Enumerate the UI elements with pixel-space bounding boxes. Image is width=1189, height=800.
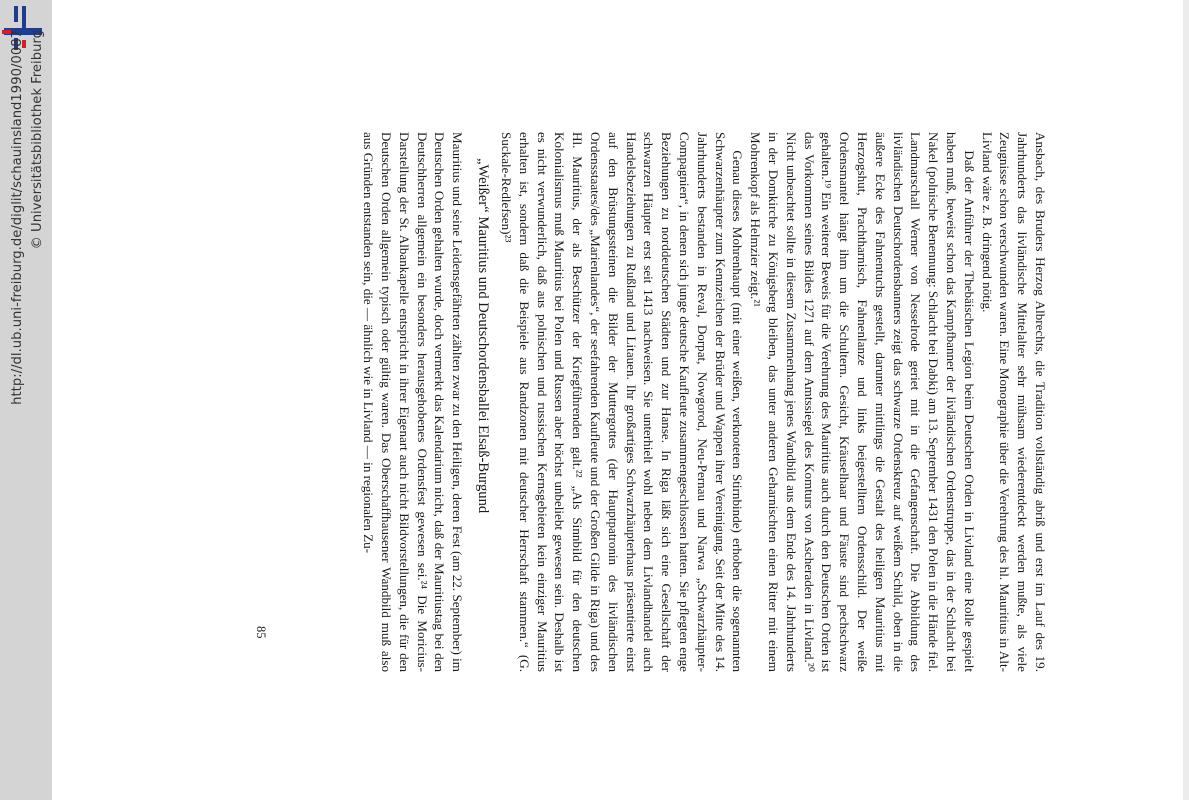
sidebar-caption — [8, 20, 54, 800]
page-number: 85 — [254, 626, 268, 639]
source-url-link[interactable]: http://dl.ub.uni-freiburg.de/diglit/schauinsland1990/0087 — [10, 30, 25, 405]
text-column — [360, 132, 1049, 672]
sidebar — [0, 0, 52, 800]
rotated-page-content — [309, 132, 1049, 672]
paragraph: Daß der Anführer der Thebäischen Legion beim Deutschen Orden in Livland eine Rolle gespielt haben muß, beweist schon das Kampfbanner der livländischen Ordenstruppe, das in der Schlacht bei Nakel (polnische Benennung: Schlacht bei Dabki) am 13. September 1431 den Polen in die Hände fiel. Landmarschall Werner von Nesselrode geriet mit in die Gefangenschaft. Die Abbildung des livländischen Deutschordensbanners zeigt das schwarze Ordenskreuz auf weißem Schild, oben in die äußere Ecke des Fahnentuchs gestellt, darunter mittlings die Gestalt des heiligen Mauritius mit Herzogshut, Prachtharnisch, Fahnenlanze und links beigestelltem Ordensschild. Der weiße Ordensmantel hängt ihm um die Schultern. Gesicht, Kräuselhaar und Fäuste sind pechschwarz gehalten.¹⁹ Ein weiterer Beweis für die Verehrung des Mauritius auch durch den Deutschen Orden ist das Vorkommen seines Bildes 1271 auf dem Amtssiegel des Komturs von Ascheraden in Livland.²⁰ Nicht unbeachtet sollte in diesem Zusammenhang jenes Wandbild aus dem Ende des 14. Jahrhunderts in der Domkirche zu Königsberg bleiben, das unter anderen Geharnischten einen Ritter mit einem Mohrenkopf als Helmzier zeigt.²¹ — [748, 132, 977, 672]
paragraph: Genau dieses Mohrenhaupt (mit einer weißen, verknoteten Stirnbinde) erhoben die sogenannten Schwarzenhäupter zum Kennzeichen der Brüder und Wappen ihrer Vereinigung. Seit der Mitte des 14. Jahrhunderts bestanden in Reval, Dorpat, Nowgorod, Neu-Pernau und Narwa „Schwarzhäupter-Compagnien“, in denen sich junge deutsche Kaufleute zusammengeschlossen hatten. Sie pflegten enge Beziehungen zu norddeutschen Städten und zur Hanse. In Riga läßt sich eine Gesellschaft der schwarzen Häupter erst seit 1413 nachweisen. Sie unterhielt wohl neben dem Livlandhandel auch Handelsbeziehungen zu Rußland und Litauen. Ihr großartiges Schwarzhäupterhaus präsentierte einst auf den Brüstungssteinen die Bilder der Muttergottes (der Hauptpatronin des livländischen Ordensstaates/des „Marienlandes“, der seefahrenden Kaufleute und der Großen Gilde in Riga) und des Hl. Mauritius, der als Beschützer der Kriegführenden galt.²² „Als Sinnbild für den deutschen Kolonialismus muß Mauritius bei Polen und Russen aber höchst unbeliebt gewesen sein. Deshalb ist es nicht verwunderlich, daß aus polnischen und russischen Kernsgebieten kein einziger Mauritius erhalten ist, sondern daß die Beispiele aus Randzonen mit deutscher Herrschaft stammen.“ (G. Suckale-Redlefsen)²³ — [499, 132, 746, 672]
paragraph: Ansbach, des Bruders Herzog Albrechts, die Tradition vollständig abriß und erst im Lauf des 19. Jahrhunderts das livländische Mittelalter sehr mühsam wiederentdeckt werden mußte, als viele Zeugnisse schon verschwunden waren. Eine Monographie über die Verehrung des hl. Mauritius in Alt-Livland wäre z. B. dringend nötig. — [979, 132, 1048, 672]
paragraph: Mauritius und seine Leidensgefährten zählten zwar zu den Heiligen, deren Fest (am 22. September) im Deutschen Orden gehalten wurde, doch vermerkt das Kalendarium nicht, daß der Mauritiustag bei den Deutschherren allgemein ein besonders herausgehobenes Ordensfest gewesen sei.²⁴ Die Moricius-Darstellung der St. Albankapelle entspricht in ihrer Eigenart auch nicht Bildvorstellungen, die für den Deutschen Orden allgemein typisch oder gültig waren. Das Oberschaffhausener Wandbild muß also aus Gründen entstanden sein, die — ähnlich wie in Livland — in regionalen Zu- — [361, 132, 466, 672]
section-heading: „Weißer“ Mauritius und Deutschordensballei Elsaß-Burgund — [475, 158, 492, 514]
page-edge — [1183, 0, 1189, 800]
copyright-text: © Universitätsbibliothek Freiburg — [30, 30, 45, 250]
document-page — [52, 0, 1189, 800]
